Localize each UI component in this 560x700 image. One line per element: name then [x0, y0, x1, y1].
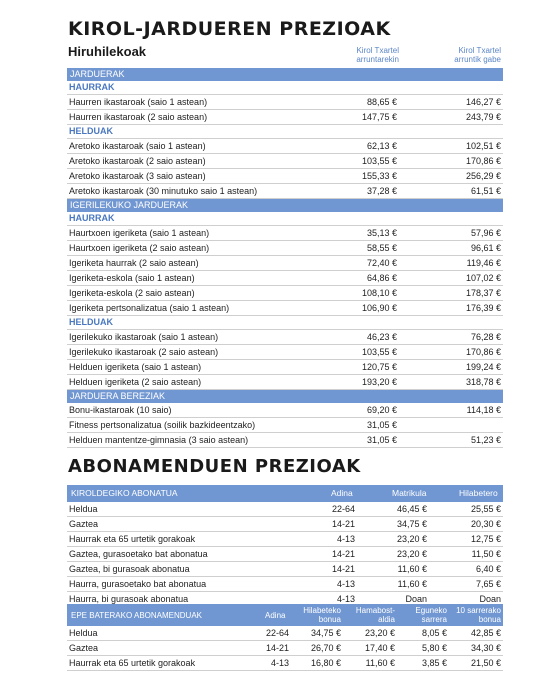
subscription-monthly: 7,65 € [475, 579, 501, 589]
activity-label: Igeriketa-eskola (saio 1 astean) [69, 273, 195, 283]
col-header-day-pass-l2: sarrera [421, 615, 447, 624]
activity-label: Fitness pertsonalizatua (soilik bazkideentzako) [69, 420, 256, 430]
activity-label: Bonu-ikastaroak (10 saio) [69, 405, 172, 415]
col2-header [411, 46, 501, 64]
col-header-registration: Matrikula [392, 488, 427, 498]
col-header-monthly: Hilabetero [459, 488, 498, 498]
activity-label: Igerilekuko ikastaroak (2 saio astean) [69, 347, 219, 357]
subscription-label: Haurrak eta 65 urtetik gorakoak [69, 534, 196, 544]
short-term-cell: 17,40 € [364, 643, 395, 653]
subscriptions-title: ABONAMENDUEN PREZIOAK [68, 456, 361, 477]
col-header-day-pass [405, 606, 447, 624]
col-header-monthly-bonus-l1: Hilabeteko [303, 606, 341, 615]
activity-label: Helduen igeriketa (2 saio astean) [69, 377, 202, 387]
subscription-row [67, 532, 503, 547]
price-with-card: 31,05 € [366, 420, 397, 430]
price-row [67, 286, 503, 301]
price-row [67, 330, 503, 345]
subscription-age: 4-13 [336, 579, 355, 589]
price-without-card: 170,86 € [465, 156, 501, 166]
price-row [67, 139, 503, 154]
subscription-age: 14-21 [331, 549, 355, 559]
price-without-card: 51,23 € [470, 435, 501, 445]
activity-label: Aretoko ikastaroak (30 minutuko saio 1 astean) [69, 186, 258, 196]
price-without-card: 61,51 € [470, 186, 501, 196]
price-with-card: 37,28 € [366, 186, 397, 196]
subscription-label: Haurra, bi gurasoak abonatua [69, 594, 189, 604]
col-header-ten-pass-l1: 10 sarrerako [456, 606, 501, 615]
price-row [67, 301, 503, 316]
short-term-row [67, 626, 503, 641]
subscription-monthly: 11,50 € [471, 549, 501, 559]
short-term-cell: 21,50 € [470, 658, 501, 668]
subscription-registration: 34,75 € [396, 519, 427, 529]
price-without-card: 146,27 € [465, 97, 501, 107]
price-with-card: 108,10 € [361, 288, 397, 298]
col-header-ten-pass-l2: bonua [478, 615, 501, 624]
short-term-table [67, 604, 503, 671]
activity-label: Igeriketa haurrak (2 saio astean) [69, 258, 199, 268]
price-row [67, 345, 503, 360]
price-without-card: 176,39 € [465, 303, 501, 313]
price-row [67, 169, 503, 184]
price-with-card: 72,40 € [366, 258, 397, 268]
price-row [67, 418, 503, 433]
price-row [67, 271, 503, 286]
col-header-age: Adina [331, 488, 353, 498]
subscription-label: Gaztea, bi gurasoak abonatua [69, 564, 190, 574]
price-without-card: 114,18 € [466, 405, 501, 415]
price-with-card: 88,65 € [366, 97, 397, 107]
col-header-fortnight-l2: aldia [378, 615, 395, 624]
price-with-card: 69,20 € [366, 405, 397, 415]
price-row [67, 95, 503, 110]
group-header: HELDUAK [67, 316, 503, 330]
price-with-card: 31,05 € [366, 435, 397, 445]
page-title: KIROL-JARDUEREN PREZIOAK [68, 18, 391, 40]
activity-label: Haurtxoen igeriketa (saio 1 astean) [69, 228, 210, 238]
subscription-section-title: KIROLDEGIKO ABONATUA [71, 488, 178, 498]
price-row [67, 241, 503, 256]
activity-label: Aretoko ikastaroak (3 saio astean) [69, 171, 206, 181]
col2-header-line2: arruntik gabe [454, 55, 501, 64]
short-term-row [67, 656, 503, 671]
short-term-cell: 3,85 € [421, 658, 447, 668]
col-header-monthly-bonus-l2: bonua [318, 615, 341, 624]
col-header-day-pass-l1: Eguneko [415, 606, 447, 615]
subscription-monthly: 6,40 € [475, 564, 501, 574]
price-with-card: 120,75 € [361, 362, 397, 372]
activity-label: Igerilekuko ikastaroak (saio 1 astean) [69, 332, 219, 342]
col1-header-line2: arruntarekin [356, 55, 399, 64]
subscription-registration: 23,20 € [396, 549, 427, 559]
short-term-cell: 23,20 € [364, 628, 395, 638]
subscription-row [67, 502, 503, 517]
activity-label: Haurtxoen igeriketa (2 saio astean) [69, 243, 210, 253]
short-term-cell: 26,70 € [310, 643, 341, 653]
col-header-fortnight [347, 606, 395, 624]
subscription-monthly: Doan [479, 594, 501, 604]
price-with-card: 103,55 € [361, 347, 397, 357]
short-term-label: Heldua [69, 628, 98, 638]
short-term-cell: 22-64 [265, 628, 289, 638]
col2-header-line1: Kirol Txartel [458, 46, 501, 55]
subscription-registration: 46,45 € [396, 504, 427, 514]
short-term-cell: 34,30 € [470, 643, 501, 653]
subscription-monthly: 20,30 € [470, 519, 501, 529]
price-with-card: 35,13 € [366, 228, 397, 238]
price-row [67, 226, 503, 241]
price-without-card: 170,86 € [465, 347, 501, 357]
col-header-monthly-bonus [299, 606, 341, 624]
activity-label: Aretoko ikastaroak (saio 1 astean) [69, 141, 206, 151]
short-term-cell: 5,80 € [421, 643, 447, 653]
price-without-card: 256,29 € [465, 171, 501, 181]
subscription-label: Heldua [69, 504, 98, 514]
short-term-label: Gaztea [69, 643, 99, 653]
group-header: HELDUAK [67, 125, 503, 139]
price-without-card: 243,79 € [465, 112, 501, 122]
subscription-table [67, 485, 503, 607]
col-header-fortnight-l1: Hamabost- [355, 606, 395, 615]
price-without-card: 57,96 € [470, 228, 501, 238]
price-with-card: 64,86 € [366, 273, 397, 283]
price-row [67, 154, 503, 169]
short-term-cell: 11,60 € [365, 658, 395, 668]
price-with-card: 58,55 € [366, 243, 397, 253]
activity-label: Haurren ikastaroak (2 saio astean) [69, 112, 208, 122]
price-row [67, 184, 503, 199]
subscription-label: Gaztea [69, 519, 99, 529]
price-without-card: 96,61 € [470, 243, 501, 253]
short-term-cell: 42,85 € [470, 628, 501, 638]
section-header: JARDUERAK [67, 68, 503, 81]
subscription-age: 4-13 [336, 534, 355, 544]
col1-header [309, 46, 399, 64]
subscription-monthly: 25,55 € [470, 504, 501, 514]
price-without-card: 76,28 € [470, 332, 501, 342]
subscription-label: Gaztea, gurasoetako bat abonatua [69, 549, 208, 559]
short-term-section-title: EPE BATERAKO ABONAMENDUAK [71, 611, 202, 620]
subscription-row [67, 562, 503, 577]
price-with-card: 155,33 € [361, 171, 397, 181]
subscription-age: 4-13 [336, 594, 355, 604]
subscription-row [67, 577, 503, 592]
price-with-card: 193,20 € [361, 377, 397, 387]
price-without-card: 102,51 € [465, 141, 501, 151]
subscription-age: 14-21 [331, 519, 355, 529]
activity-price-table [67, 68, 503, 448]
price-with-card: 46,23 € [366, 332, 397, 342]
price-without-card: 107,02 € [465, 273, 501, 283]
subscription-row [67, 517, 503, 532]
price-with-card: 106,90 € [361, 303, 397, 313]
price-without-card: 199,24 € [465, 362, 501, 372]
section-header: IGERILEKUKO JARDUERAK [67, 199, 503, 212]
subscription-age: 14-21 [331, 564, 355, 574]
short-term-cell: 34,75 € [310, 628, 341, 638]
group-header: HAURRAK [67, 81, 503, 95]
short-term-label: Haurrak eta 65 urtetik gorakoak [69, 658, 196, 668]
activity-label: Aretoko ikastaroak (2 saio astean) [69, 156, 206, 166]
col-header-age-2: Adina [265, 611, 286, 620]
activity-label: Igeriketa-eskola (2 saio astean) [69, 288, 195, 298]
price-row [67, 256, 503, 271]
activity-label: Haurren ikastaroak (saio 1 astean) [69, 97, 208, 107]
col1-header-line1: Kirol Txartel [356, 46, 399, 55]
short-term-cell: 16,80 € [310, 658, 341, 668]
subscription-monthly: 12,75 € [470, 534, 501, 544]
price-with-card: 62,13 € [366, 141, 397, 151]
subscription-registration: Doan [405, 594, 427, 604]
price-without-card: 119,46 € [466, 258, 501, 268]
subscription-registration: 23,20 € [396, 534, 427, 544]
price-without-card: 178,37 € [465, 288, 501, 298]
price-without-card: 318,78 € [465, 377, 501, 387]
price-row [67, 403, 503, 418]
price-row [67, 375, 503, 390]
activity-label: Helduen igeriketa (saio 1 astean) [69, 362, 202, 372]
short-term-cell: 8,05 € [421, 628, 447, 638]
short-term-cell: 14-21 [265, 643, 289, 653]
page-subtitle: Hiruhilekoak [68, 44, 147, 59]
subscription-age: 22-64 [331, 504, 355, 514]
subscription-header-bar [67, 485, 503, 502]
short-term-cell: 4-13 [270, 658, 289, 668]
price-row [67, 360, 503, 375]
price-with-card: 103,55 € [361, 156, 397, 166]
subscription-registration: 11,60 € [397, 579, 427, 589]
subscription-registration: 11,60 € [397, 564, 427, 574]
price-row [67, 110, 503, 125]
price-row [67, 433, 503, 448]
subscription-row [67, 547, 503, 562]
activity-label: Igeriketa pertsonalizatua (saio 1 astean) [69, 303, 230, 313]
price-with-card: 147,75 € [361, 112, 397, 122]
group-header: HAURRAK [67, 212, 503, 226]
col-header-ten-pass [449, 606, 501, 624]
activity-label: Helduen mantentze-gimnasia (3 saio astean) [69, 435, 249, 445]
subscription-label: Haurra, gurasoetako bat abonatua [69, 579, 207, 589]
short-term-header-bar [67, 604, 503, 626]
short-term-row [67, 641, 503, 656]
section-header: JARDUERA BEREZIAK [67, 390, 503, 403]
